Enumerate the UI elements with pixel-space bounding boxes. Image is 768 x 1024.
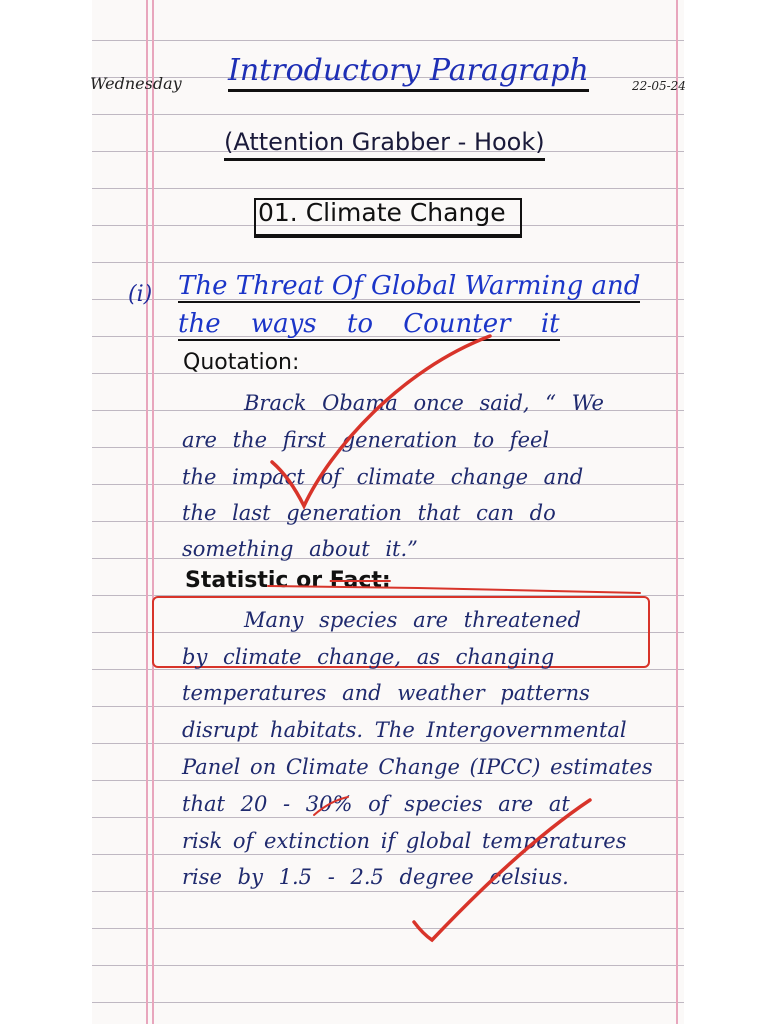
quotation-line: the last generation that can do	[182, 501, 556, 525]
day-label: Wednesday	[90, 74, 182, 93]
statistic-line: risk of extinction if global temperatures	[182, 829, 627, 853]
section-number: (i)	[128, 282, 153, 307]
section-heading-line-2: the ways to Counter it	[178, 309, 560, 339]
page-title: Introductory Paragraph	[228, 56, 589, 92]
margin-line	[152, 0, 154, 1024]
topic-title: 01. Climate Change	[258, 198, 506, 227]
quotation-label: Quotation:	[183, 350, 300, 375]
section-heading-line-1: The Threat Of Global Warming and	[178, 271, 641, 301]
statistic-line: Panel on Climate Change (IPCC) estimates	[182, 755, 653, 779]
quotation-line: are the first generation to feel	[182, 428, 550, 452]
statistic-line: rise by 1.5 - 2.5 degree celsius.	[182, 865, 569, 889]
date-label: 22-05-24	[632, 79, 686, 93]
margin-line	[146, 0, 148, 1024]
statistic-line: temperatures and weather patterns	[182, 681, 590, 705]
quotation-line: something about it.”	[182, 537, 418, 561]
quotation-line: Brack Obama once said, “ We	[244, 391, 604, 415]
page-subtitle: (Attention Grabber - Hook)	[224, 130, 545, 161]
statistic-line: disrupt habitats. The Intergovernmental	[182, 718, 627, 742]
margin-line	[676, 0, 678, 1024]
statistic-label	[185, 570, 391, 592]
statistic-label-struck: Fact:	[329, 568, 391, 593]
statistic-line: Many species are threatened	[244, 608, 581, 632]
quotation-line: the impact of climate change and	[182, 465, 584, 489]
statistic-line: by climate change, as changing	[182, 645, 555, 669]
statistic-line: that 20 - 30% of species are at	[182, 792, 570, 816]
statistic-label-text: Statistic or	[185, 568, 330, 593]
